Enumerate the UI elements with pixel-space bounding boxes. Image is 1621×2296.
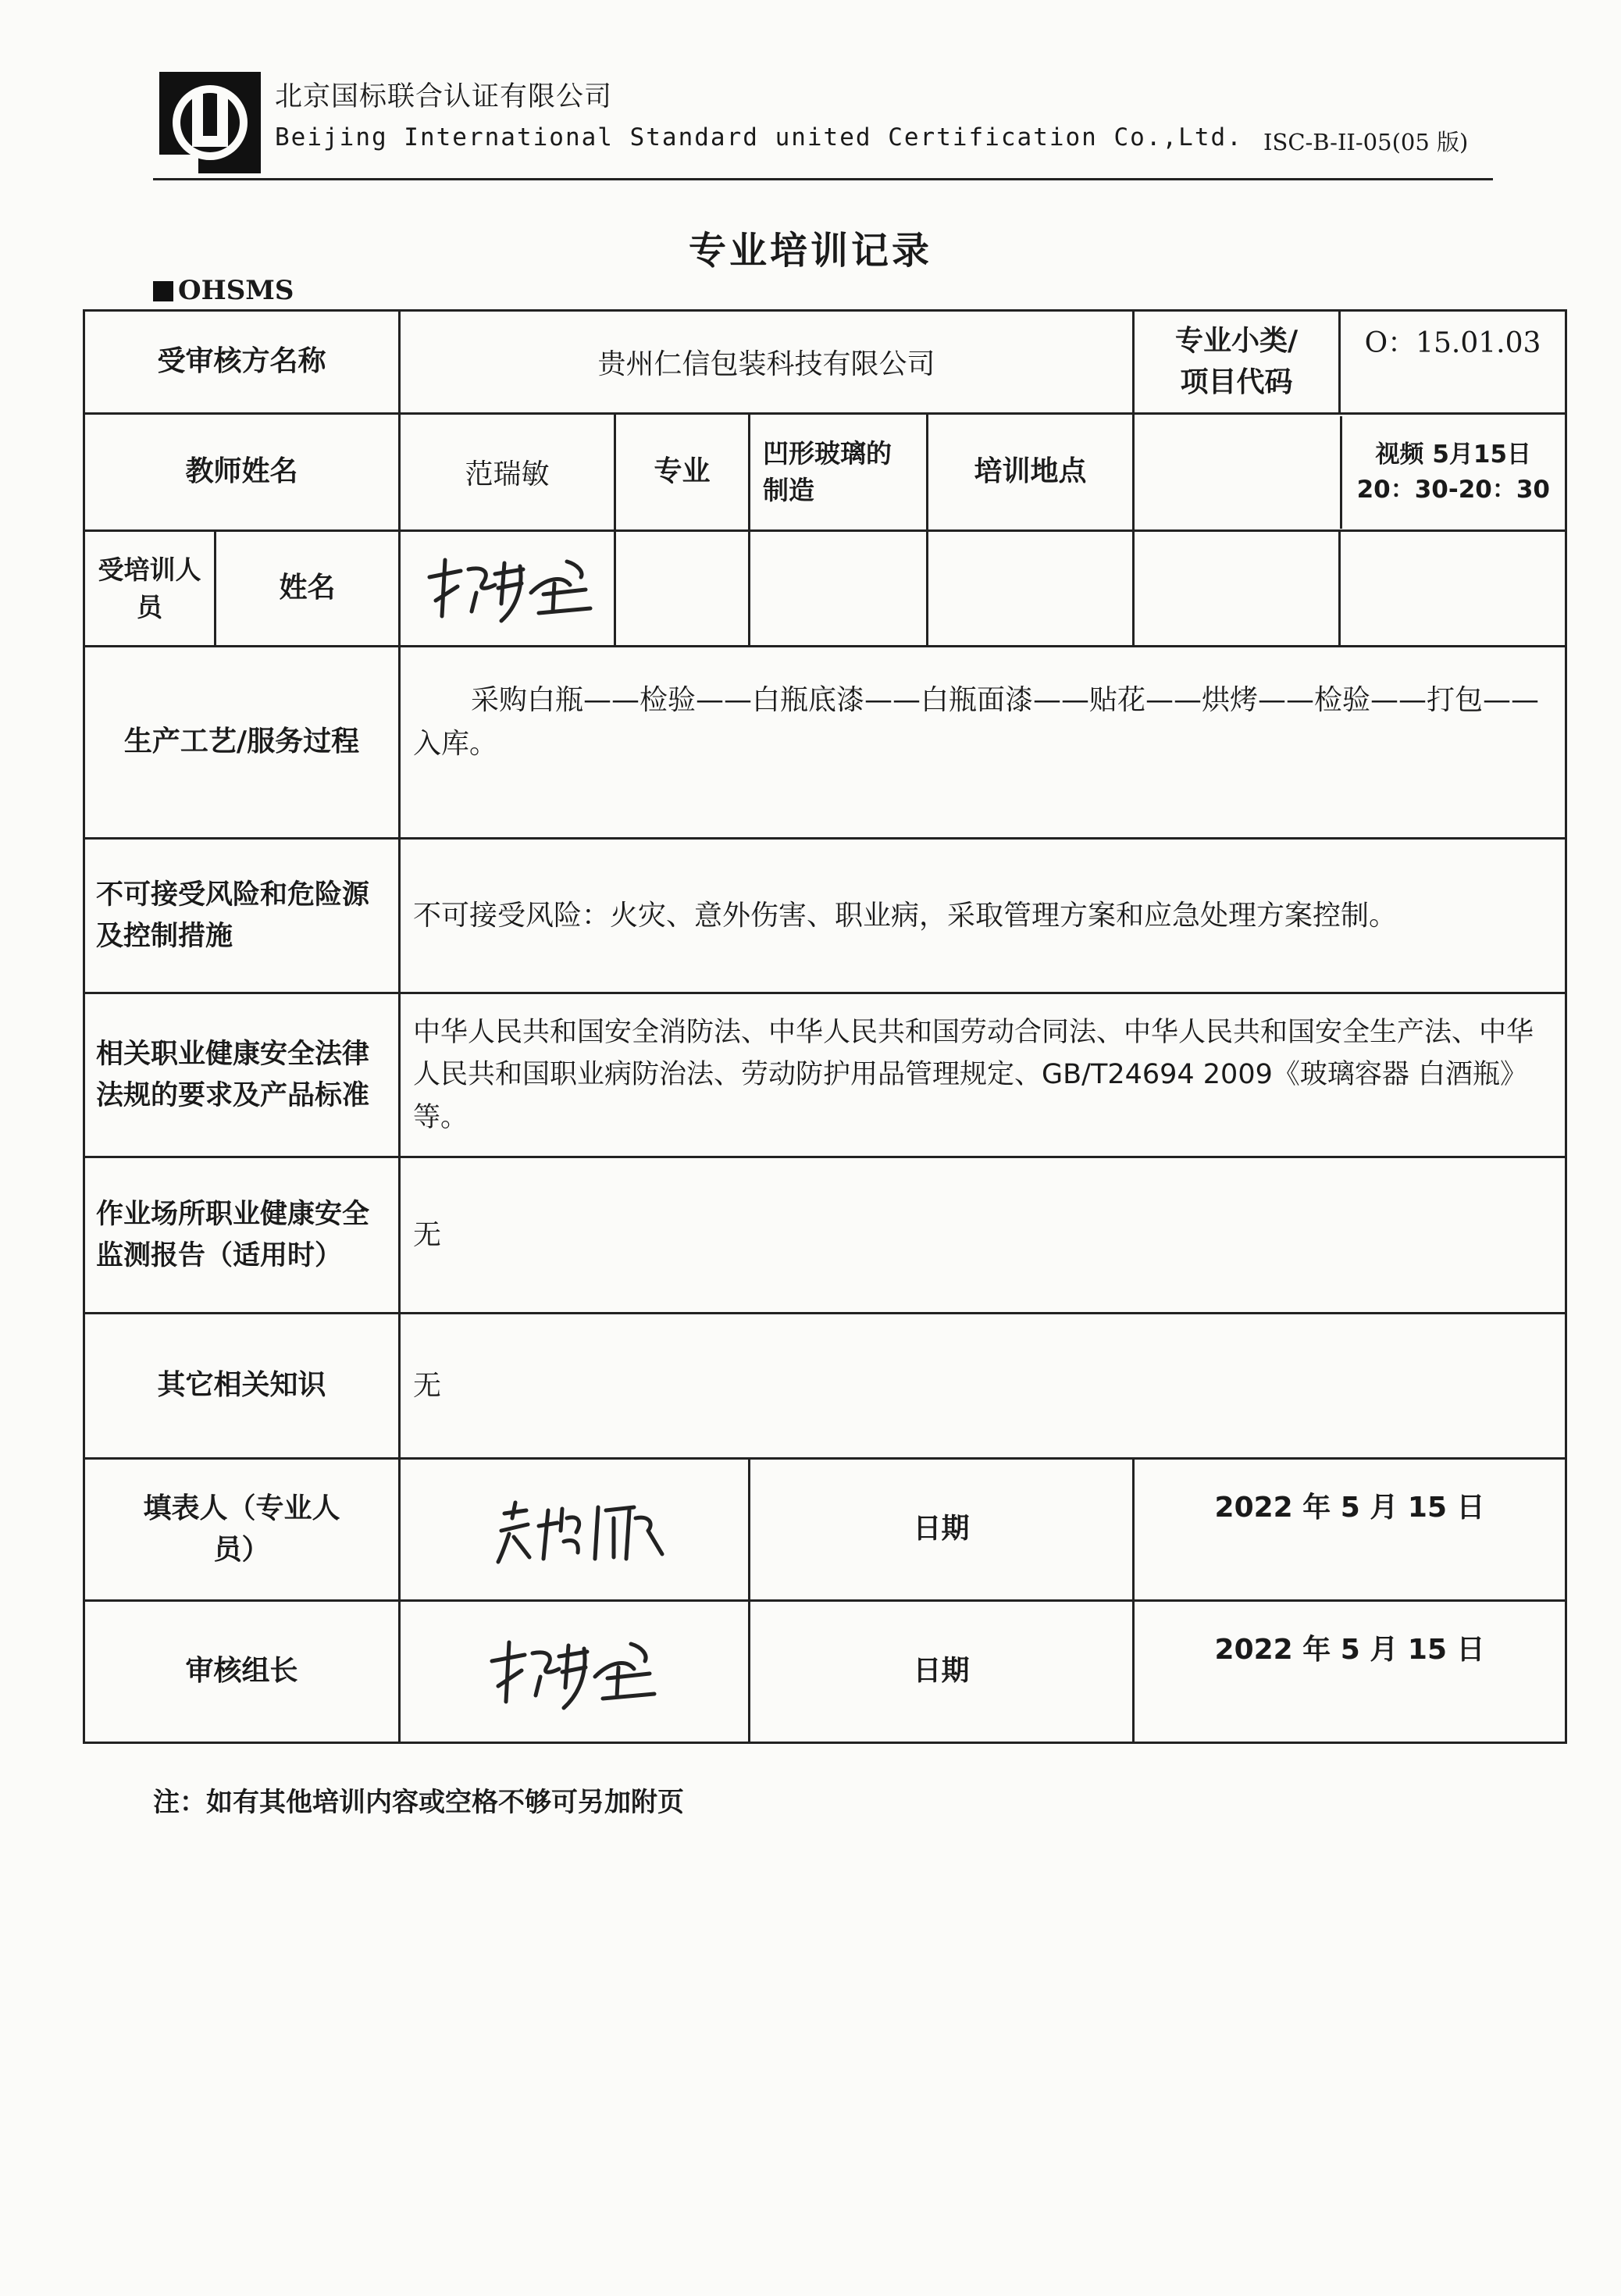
trainee-name-label: 姓名: [216, 531, 400, 647]
trainee-signature: [414, 546, 601, 632]
trainee-empty-1: [615, 531, 750, 647]
trainee-signature-cell: [400, 531, 615, 647]
process-label: 生产工艺/服务过程: [84, 647, 400, 839]
monitor-label: 作业场所职业健康安全监测报告（适用时）: [84, 1157, 400, 1314]
teacher-row: [84, 414, 1566, 531]
square-bullet-icon: [153, 281, 173, 301]
form-code: ISC-B-II-05(05 版): [1263, 129, 1469, 155]
filler-signature-cell: [400, 1459, 750, 1601]
filler-row: [84, 1459, 1566, 1601]
law-value: 中华人民共和国安全消防法、中华人民共和国劳动合同法、中华人民共和国安全生产法、中华人民共和国职业病防治法、劳动防护用品管理规定、GB/T24694 2009《玻璃容器 白酒瓶》等。: [400, 993, 1566, 1157]
leader-row: [84, 1601, 1566, 1743]
process-value: 采购白瓶——检验——白瓶底漆——白瓶面漆——贴花——烘烤——检验——打包——入库。: [400, 647, 1566, 839]
leader-signature-cell: [400, 1601, 750, 1743]
risk-value: 不可接受风险：火灾、意外伤害、职业病，采取管理方案和应急处理方案控制。: [400, 839, 1566, 993]
location-label: 培训地点: [928, 414, 1134, 531]
leader-date: 2022 年 5 月 15 日: [1134, 1601, 1566, 1743]
leader-signature: [473, 1625, 676, 1719]
trainee-row: [84, 531, 1566, 647]
filler-date: 2022 年 5 月 15 日: [1134, 1459, 1566, 1601]
teacher-name: 范瑞敏: [400, 414, 615, 531]
specialty-value: 凹形玻璃的制造: [750, 414, 928, 531]
other-row: [84, 1314, 1566, 1459]
footer-note: 注：如有其他培训内容或空格不够可另加附页: [153, 1787, 684, 1818]
law-label: 相关职业健康安全法律法规的要求及产品标准: [84, 993, 400, 1157]
category-label: 专业小类/项目代码: [1134, 311, 1340, 414]
filler-date-label: 日期: [750, 1459, 1134, 1601]
trainee-empty-2: [750, 531, 928, 647]
monitor-value: 无: [400, 1157, 1566, 1314]
filler-label: 填表人（专业人员）: [84, 1459, 400, 1601]
monitor-row: [84, 1157, 1566, 1314]
leader-label: 审核组长: [84, 1601, 400, 1743]
risk-row: [84, 839, 1566, 993]
trainee-label: 受培训人员: [84, 531, 216, 647]
auditee-value: 贵州仁信包装科技有限公司: [400, 311, 1134, 414]
other-label: 其它相关知识: [84, 1314, 400, 1459]
leader-date-label: 日期: [750, 1601, 1134, 1743]
law-row: [84, 993, 1566, 1157]
training-record-table: [83, 309, 1567, 1744]
company-name-en: Beijing International Standard united Certification Co.,Ltd.: [275, 123, 1243, 152]
company-name-cn: 北京国标联合认证有限公司: [275, 81, 613, 112]
category-code: O：15.01.03: [1340, 311, 1566, 414]
risk-label: 不可接受风险和危险源及控制措施: [84, 839, 400, 993]
system-label: [153, 275, 294, 306]
specialty-label: 专业: [615, 414, 750, 531]
trainee-empty-4: [1134, 531, 1340, 647]
process-row: [84, 647, 1566, 839]
trainee-empty-5: [1340, 531, 1566, 647]
teacher-label: 教师姓名: [84, 414, 400, 531]
company-logo: [156, 69, 264, 176]
auditee-row: [84, 311, 1566, 414]
other-value: 无: [400, 1314, 1566, 1459]
header-divider: [153, 178, 1493, 180]
trainee-empty-3: [928, 531, 1134, 647]
document-title: 专业培训记录: [688, 229, 932, 273]
auditee-label: 受审核方名称: [84, 311, 400, 414]
filler-signature: [481, 1487, 668, 1573]
location-value: 视频 5月15日20：30-20：30: [1340, 416, 1565, 529]
location-cell: [1134, 414, 1566, 531]
system-name: OHSMS: [178, 275, 294, 306]
